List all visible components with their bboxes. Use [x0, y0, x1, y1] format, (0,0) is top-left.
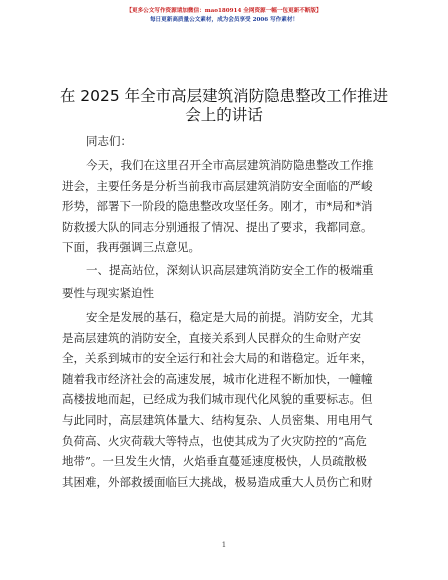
- header-banner: [0, 7, 448, 25]
- salutation: 同志们：: [86, 134, 132, 148]
- body-line: 地带”。一旦发生火情，火焰垂直蔓延速度极快，人员疏散极: [62, 454, 367, 469]
- page-number: 1: [221, 541, 227, 549]
- body-line: 高楼拔地而起，已经成为我们城市现代化风貌的重要标志。但: [62, 392, 373, 407]
- body-line: 与此同时，高层建筑体量大、结构复杂、人员密集、用电用气: [62, 412, 373, 427]
- body-line: 安全是发展的基石，稳定是大局的前提。消防安全，尤其: [86, 310, 374, 324]
- title-line-1: 在 2025 年全市高层建筑消防隐患整改工作推进: [59, 87, 389, 105]
- heading-line: 要性与现实紧迫性: [62, 285, 154, 300]
- body-line: 全，关系到城市的安全运行和社会大局的和谐稳定。近年来，: [62, 351, 373, 366]
- body-paragraph: [62, 307, 390, 492]
- banner-line-2: 每日更新高质量公文素材，成为会员享受 2006 写作素材！: [149, 17, 299, 23]
- intro-line: 今天，我们在这里召开全市高层建筑消防隐患整改工作推: [86, 158, 374, 172]
- body-line: 随着我市经济社会的高速发展，城市化进程不断加快，一幢幢: [62, 371, 373, 386]
- body-line: 负荷高、火灾荷载大等特点，也使其成为了火灾防控的“高危: [62, 433, 367, 448]
- intro-line: 进会，主要任务是分析当前我市高层建筑消防安全面临的严峻: [62, 178, 373, 193]
- intro-line: 形势，部署下一阶段的隐患整改攻坚任务。刚才，市*局和*消: [62, 199, 373, 214]
- intro-paragraph: [62, 155, 390, 258]
- title-line-2: 会上的讲话: [185, 106, 263, 124]
- banner-line-1: 【更多公文写作资源请加微信：mao180914 全网资源一幅一包更新不断版】: [126, 8, 322, 14]
- body-line: 是高层建筑的消防安全，直接关系到人民群众的生命财产安: [62, 330, 361, 345]
- section-heading: [62, 259, 390, 304]
- body-line: 其困难，外部救援面临巨大挑战，极易造成重大人员伤亡和财: [62, 474, 373, 489]
- intro-line: 下面，我再强调三点意见。: [62, 240, 200, 255]
- intro-line: 防救援大队的同志分别通报了情况、提出了要求，我都同意。: [62, 219, 373, 234]
- document-title: [30, 87, 418, 125]
- heading-line: 一、提高站位，深刻认识高层建筑消防安全工作的极端重: [86, 263, 374, 277]
